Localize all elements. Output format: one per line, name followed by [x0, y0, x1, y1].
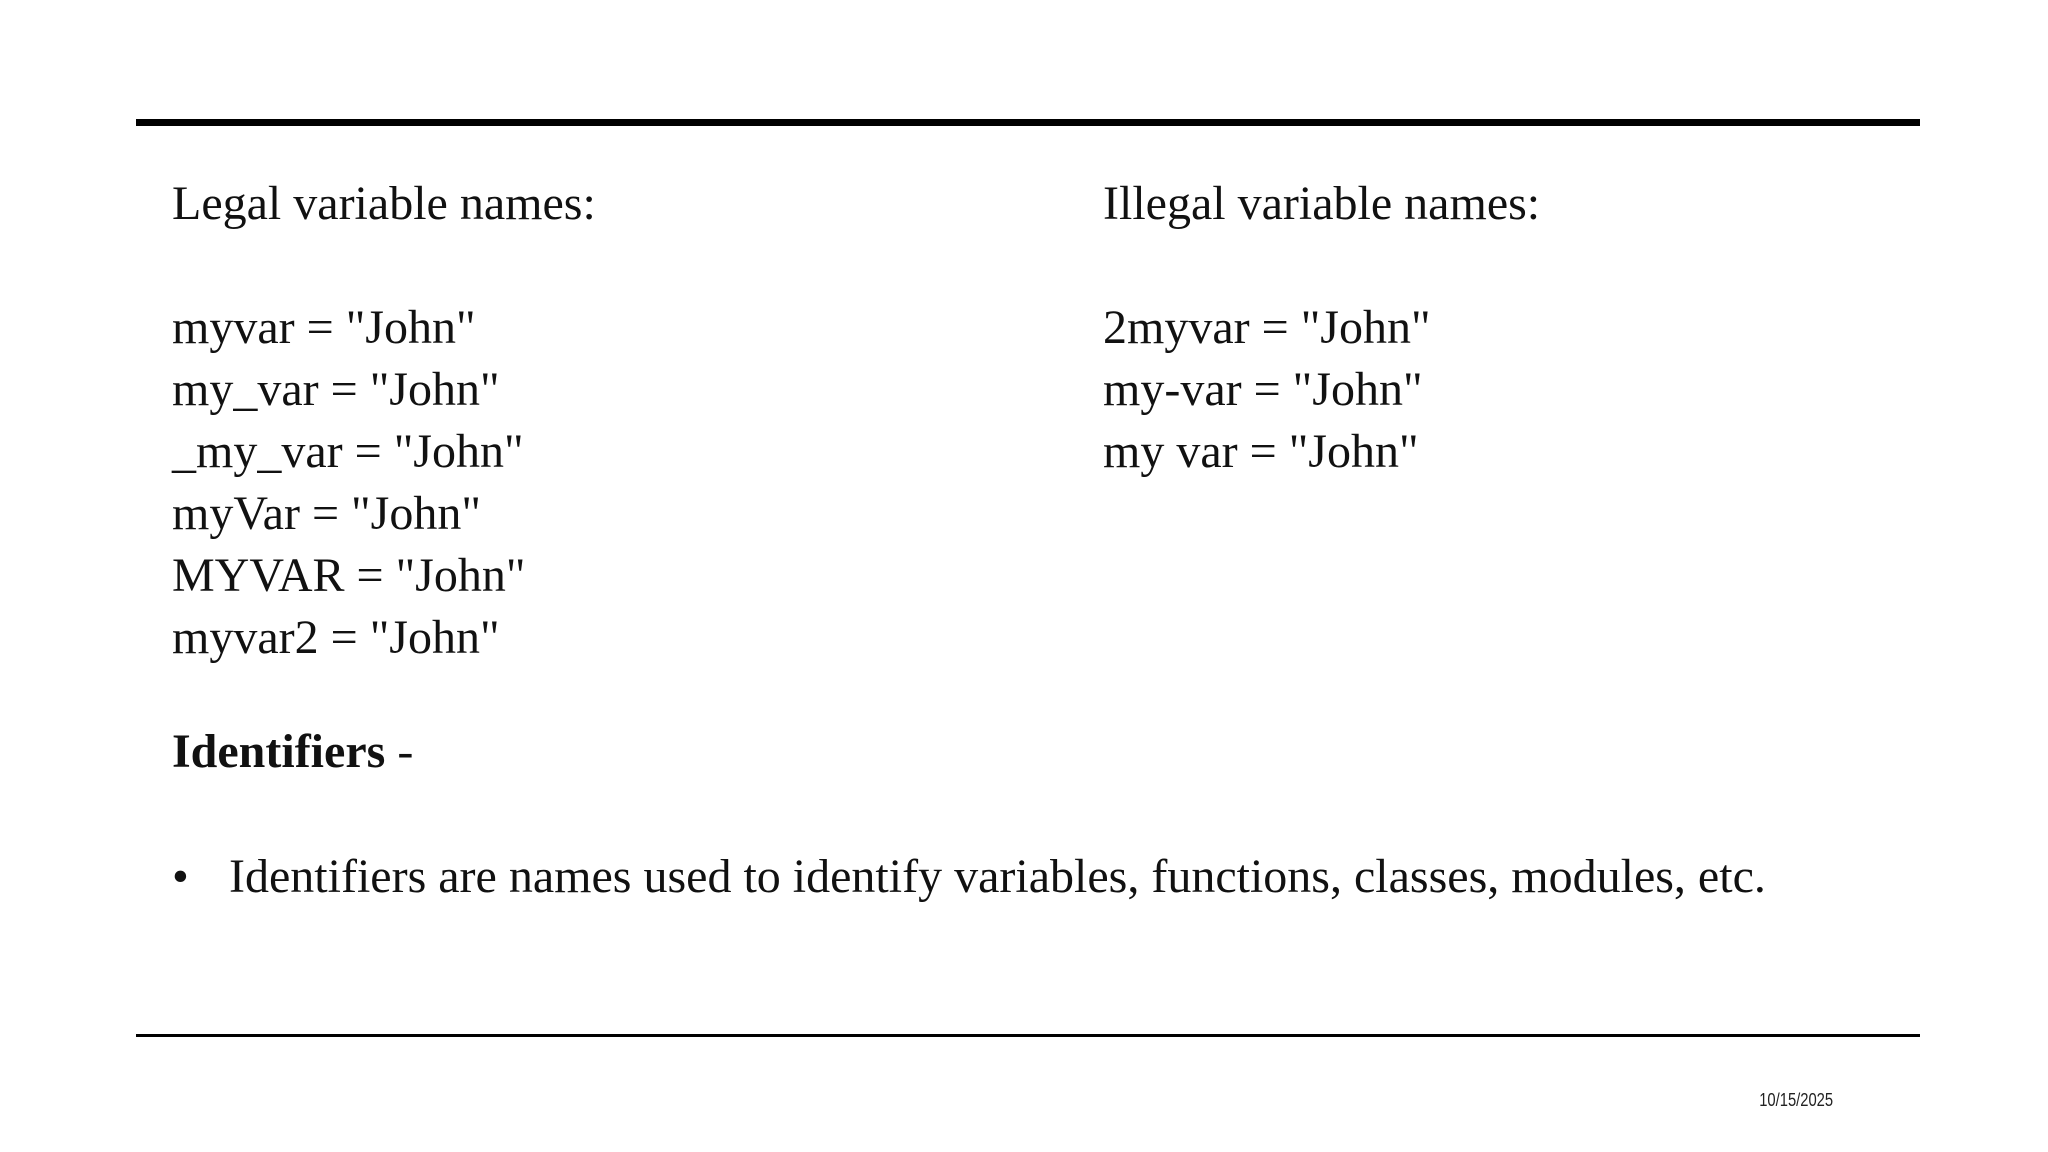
legal-name-line: myvar2 = "John" — [172, 611, 500, 664]
bullet-icon: • — [172, 850, 189, 903]
legal-name-line: _my_var = "John" — [172, 425, 524, 478]
illegal-names-heading: Illegal variable names: — [1103, 177, 1541, 230]
legal-name-line: myVar = "John" — [172, 487, 481, 540]
legal-name-line: MYVAR = "John" — [172, 549, 526, 602]
legal-names-column — [172, 173, 596, 669]
bullet-text: Identifiers are names used to identify variables, functions, classes, modules, etc. — [229, 850, 1766, 903]
legal-name-line: my_var = "John" — [172, 363, 500, 416]
illegal-name-line: 2myvar = "John" — [1103, 301, 1431, 354]
identifiers-suffix: - — [385, 725, 414, 778]
illegal-name-line: my-var = "John" — [1103, 363, 1423, 416]
illegal-names-column — [1103, 173, 1540, 483]
legal-name-line: myvar = "John" — [172, 301, 476, 354]
identifiers-title: Identifiers — [172, 725, 386, 778]
top-divider — [136, 119, 1920, 126]
identifiers-heading — [172, 721, 413, 783]
bottom-divider — [136, 1034, 1920, 1037]
footer-date: 10/15/2025 — [1759, 1090, 1833, 1110]
legal-names-heading: Legal variable names: — [172, 177, 596, 230]
illegal-name-line: my var = "John" — [1103, 425, 1419, 478]
identifiers-bullet — [172, 846, 1766, 908]
